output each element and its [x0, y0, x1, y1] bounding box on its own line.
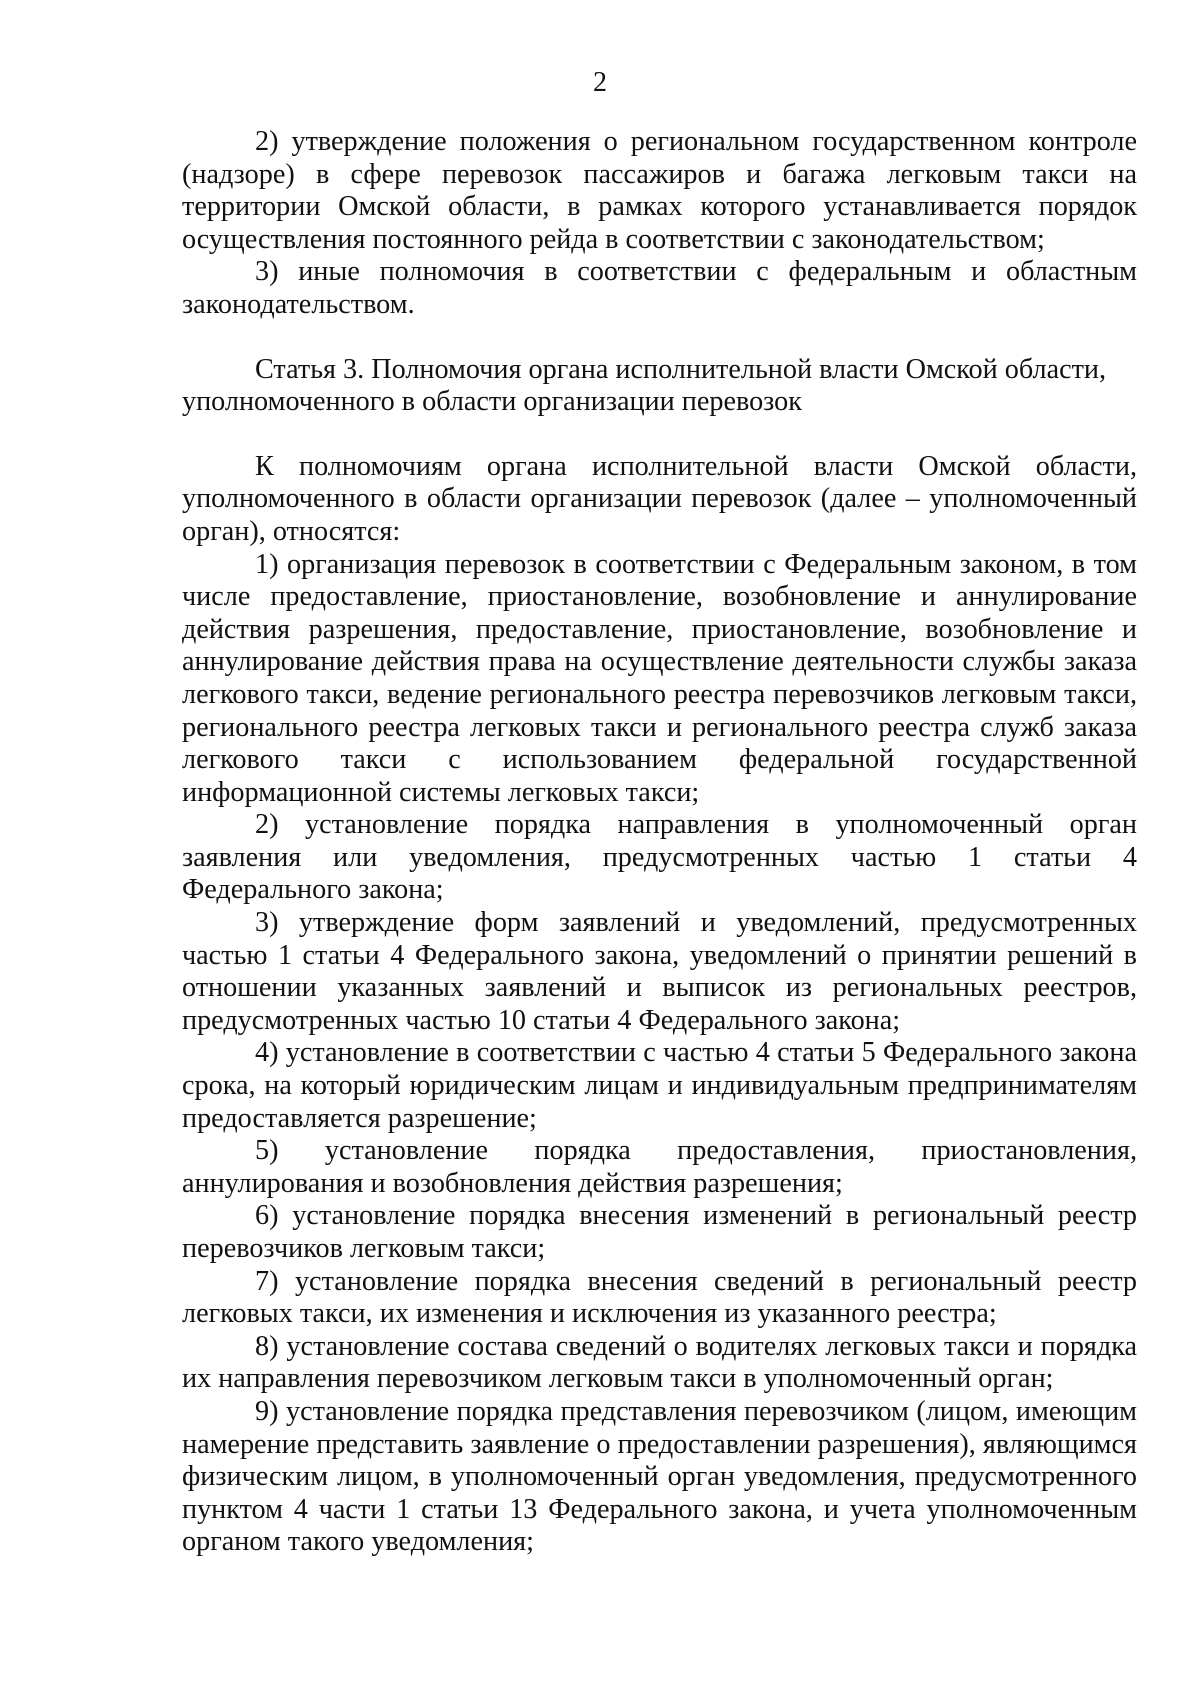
list-item: 4) установление в соответствии с частью 4 статьи 5 Федерального закона срока, на который юридическим лицам и индивидуальным предпринимателям предоставляется разрешение;: [182, 1037, 1137, 1134]
list-item: 9) установление порядка представления перевозчиком (лицом, имеющим намерение представить заявление о предоставлении разрешения), являющимся физическим лицом, в уполномоченный орган уведомления, предусмотренного пунктом 4 части 1 статьи 13 Федерального закона, и учета уполномоченным органом такого уведомления;: [182, 1395, 1137, 1558]
list-item: 7) установление порядка внесения сведений в региональный реестр легковых такси, их изменения и исключения из указанного реестра;: [182, 1265, 1137, 1330]
article-heading: Статья 3. Полномочия органа исполнительной власти Омской области, уполномоченного в области организации перевозок: [182, 353, 1107, 418]
list-item: 5) установление порядка предоставления, приостановления, аннулирования и возобновления действия разрешения;: [182, 1135, 1137, 1199]
spacer: [182, 419, 1137, 451]
list-item: 8) установление состава сведений о водителях легковых такси и порядка их направления перевозчиком легковым такси в уполномоченный орган;: [182, 1330, 1137, 1395]
paragraph-item-2: 2) утверждение положения о региональном государственном контроле (надзоре) в сфере перевозок пассажиров и багажа легковым такси на территории Омской области, в рамках которого устанавливается порядок осуществления постоянного рейда в соответствии с законодательством;: [182, 126, 1137, 255]
list-item: 1) организация перевозок в соответствии с Федеральным законом, в том числе предоставление, приостановление, возобновление и аннулирование действия разрешения, предоставление, приостановление, возобновление и аннулирование действия права на осуществление деятельности службы заказа легкового такси, ведение регионального реестра перевозчиков легковым такси, регионального реестра легковых такси и регионального реестра служб заказа легкового такси с использованием федеральной государственной информационной системы легковых такси;: [182, 548, 1137, 808]
list-item: 6) установление порядка внесения изменений в региональный реестр перевозчиков легковым такси;: [182, 1200, 1137, 1264]
spacer: [182, 322, 1137, 354]
article-lead-paragraph: К полномочиям органа исполнительной власти Омской области, уполномоченного в области организации перевозок (далее – уполномоченный орган), относятся:: [182, 450, 1137, 547]
document-body: [182, 126, 1137, 1559]
list-item: 2) установление порядка направления в уполномоченный орган заявления или уведомления, предусмотренных частью 1 статьи 4 Федерального закона;: [182, 809, 1137, 906]
list-item: 3) утверждение форм заявлений и уведомлений, предусмотренных частью 1 статьи 4 Федерального закона, уведомлений о принятии решений в отношении указанных заявлений и выписок из региональных реестров, предусмотренных частью 10 статьи 4 Федерального закона;: [182, 907, 1137, 1036]
paragraph-item-3: 3) иные полномочия в соответствии с федеральным и областным законодательством.: [182, 256, 1137, 320]
page-number: 2: [593, 67, 607, 98]
